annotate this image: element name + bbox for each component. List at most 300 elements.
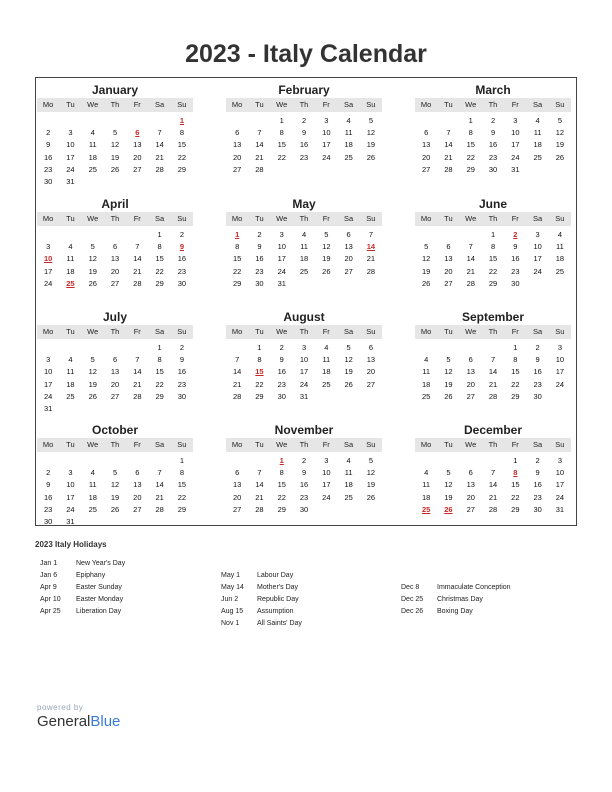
day-cell: 2 [257, 230, 262, 239]
day-cell: 29 [155, 391, 164, 401]
day-cell: 28 [133, 278, 142, 288]
day-cell: 7 [235, 355, 240, 365]
holiday-date: Jun 2 [221, 596, 239, 603]
day-cell: 5 [368, 456, 374, 465]
day-cell: 27 [133, 164, 142, 174]
holiday-date: Aug 15 [221, 608, 244, 615]
day-cell: 13 [110, 367, 120, 377]
day-cell: 15 [277, 140, 286, 150]
day-cell: 5 [90, 242, 95, 252]
day-cell: 6 [468, 355, 473, 365]
day-cell: 19 [366, 480, 376, 490]
day-cell: 31 [555, 504, 565, 514]
month-name: September [461, 310, 525, 324]
day-cell: 29 [488, 278, 498, 288]
day-cell: 24 [555, 379, 565, 389]
weekday-label: Tu [66, 327, 75, 336]
day-cell: 28 [255, 504, 264, 514]
weekday-label: Mo [420, 100, 432, 109]
holiday-day: 1 [235, 230, 240, 239]
weekday-label: Su [555, 440, 565, 449]
holiday-item [40, 594, 125, 606]
day-cell: 14 [133, 254, 142, 264]
day-cell: 28 [155, 164, 164, 174]
day-cell: 20 [133, 152, 142, 162]
empty-cell [248, 455, 270, 467]
day-cell: 21 [232, 379, 242, 389]
weekday-label: Tu [444, 214, 453, 223]
holiday-item [40, 570, 125, 582]
weekday-label: Sa [532, 214, 543, 223]
weekday-header [37, 325, 193, 339]
day-cell: 21 [255, 492, 264, 502]
day-cell: 29 [177, 164, 187, 174]
holiday-name: Assumption [257, 608, 294, 615]
day-cell: 14 [155, 140, 164, 150]
day-cell: 28 [366, 266, 376, 276]
powered-by-text: powered by [37, 703, 84, 712]
day-cell: 15 [155, 367, 164, 377]
day-cell: 21 [133, 379, 142, 389]
day-cell: 18 [66, 379, 75, 389]
day-cell: 17 [322, 140, 331, 150]
day-cell: 6 [468, 468, 473, 478]
day-cell: 6 [235, 468, 240, 478]
weekday-label: Tu [444, 327, 453, 336]
day-cell: 13 [110, 254, 120, 264]
day-cell: 16 [299, 140, 309, 150]
day-cell: 16 [43, 492, 53, 502]
day-cell: 17 [66, 152, 75, 162]
day-cell: 18 [322, 367, 331, 377]
empty-cell [59, 229, 81, 241]
day-cell: 26 [88, 278, 97, 288]
day-cell: 26 [421, 278, 431, 288]
weekday-label: We [276, 214, 288, 223]
day-cell: 11 [533, 128, 542, 138]
day-cell: 24 [277, 266, 286, 276]
day-grid [226, 455, 382, 516]
weekday-label: Su [177, 440, 187, 449]
month-october [37, 422, 193, 528]
day-cell: 30 [488, 164, 498, 174]
day-cell: 5 [324, 230, 329, 239]
day-cell: 30 [533, 504, 542, 514]
holiday-date: Dec 26 [401, 608, 424, 615]
day-cell: 18 [88, 152, 97, 162]
holiday-day: 2 [513, 230, 518, 239]
holiday-date: Jan 6 [40, 572, 58, 579]
holiday-name: Immaculate Conception [437, 584, 511, 591]
day-cell: 15 [466, 140, 475, 150]
day-cell: 25 [421, 391, 431, 401]
empty-cell [226, 342, 248, 354]
day-cell: 31 [299, 391, 309, 401]
day-cell: 26 [110, 164, 120, 174]
day-cell: 28 [155, 504, 164, 514]
day-cell: 14 [488, 480, 498, 490]
day-cell: 22 [277, 152, 286, 162]
day-cell: 25 [88, 504, 97, 514]
day-cell: 14 [444, 140, 453, 150]
day-cell: 19 [322, 254, 331, 264]
day-cell: 10 [277, 242, 286, 252]
day-cell: 10 [533, 242, 542, 252]
weekday-label: Fr [322, 214, 330, 223]
day-cell: 12 [88, 367, 97, 377]
day-cell: 12 [444, 480, 453, 490]
day-cell: 10 [555, 355, 565, 365]
day-cell: 13 [232, 480, 242, 490]
weekday-label: Su [555, 100, 565, 109]
day-cell: 2 [46, 128, 51, 138]
weekday-label: Th [110, 214, 120, 223]
month-name: June [478, 197, 507, 211]
holiday-day: 1 [279, 456, 284, 465]
day-cell: 11 [344, 468, 353, 478]
day-cell: 5 [90, 355, 95, 365]
day-cell: 4 [346, 116, 351, 125]
holiday-day: 14 [366, 242, 376, 252]
empty-cell [248, 115, 270, 127]
day-cell: 25 [344, 492, 353, 502]
day-cell: 19 [88, 379, 97, 389]
day-cell: 21 [155, 492, 164, 502]
month-name: January [91, 83, 139, 97]
day-cell: 13 [466, 480, 475, 490]
day-cell: 9 [46, 140, 51, 150]
day-cell: 1 [513, 456, 518, 465]
weekday-label: Sa [154, 100, 165, 109]
empty-cell [37, 342, 59, 354]
day-cell: 27 [466, 504, 475, 514]
day-cell: 2 [490, 116, 496, 125]
day-cell: 13 [133, 480, 142, 490]
weekday-label: Tu [255, 327, 264, 336]
day-cell: 24 [43, 278, 53, 288]
day-cell: 9 [490, 128, 496, 138]
day-cell: 10 [511, 128, 520, 138]
day-cell: 11 [344, 128, 353, 138]
day-cell: 7 [157, 128, 162, 138]
weekday-label: Sa [343, 327, 354, 336]
day-cell: 6 [112, 242, 118, 252]
day-cell: 6 [346, 230, 351, 239]
empty-cell [59, 342, 81, 354]
day-cell: 19 [421, 266, 431, 276]
day-cell: 26 [444, 391, 453, 401]
day-cell: 1 [279, 116, 284, 125]
empty-cell [415, 115, 437, 127]
day-cell: 29 [232, 278, 242, 288]
day-cell: 1 [257, 343, 262, 352]
day-cell: 2 [301, 116, 307, 125]
holiday-name: Easter Sunday [76, 584, 122, 591]
weekday-label: Mo [231, 100, 243, 109]
weekday-label: Sa [532, 327, 543, 336]
day-cell: 8 [157, 355, 162, 365]
day-cell: 27 [232, 504, 242, 514]
day-cell: 16 [43, 152, 53, 162]
day-cell: 21 [255, 152, 264, 162]
month-july [37, 309, 193, 415]
day-cell: 24 [322, 152, 331, 162]
day-cell: 18 [344, 480, 353, 490]
weekday-label: Sa [343, 100, 354, 109]
day-cell: 6 [112, 355, 118, 365]
weekday-label: Fr [511, 327, 519, 336]
holiday-day: 15 [255, 367, 264, 377]
weekday-label: We [276, 327, 288, 336]
day-cell: 22 [488, 266, 498, 276]
weekday-header [226, 98, 382, 112]
day-cell: 21 [488, 492, 498, 502]
day-cell: 3 [557, 456, 563, 465]
day-cell: 20 [344, 254, 353, 264]
weekday-label: Fr [322, 440, 330, 449]
empty-cell [37, 455, 59, 467]
empty-cell [437, 115, 459, 127]
day-cell: 30 [255, 278, 264, 288]
day-cell: 8 [513, 355, 518, 365]
day-cell: 7 [368, 230, 374, 239]
day-cell: 2 [279, 343, 284, 352]
day-cell: 21 [488, 379, 498, 389]
day-cell: 22 [177, 492, 187, 502]
day-cell: 5 [368, 116, 374, 125]
weekday-header [37, 98, 193, 112]
weekday-label: Fr [133, 214, 141, 223]
day-cell: 26 [110, 504, 120, 514]
weekday-label: Sa [154, 440, 165, 449]
holiday-day: 25 [421, 504, 431, 514]
day-grid [226, 229, 382, 290]
day-cell: 13 [366, 355, 376, 365]
day-cell: 25 [88, 164, 97, 174]
day-cell: 19 [555, 140, 565, 150]
weekday-label: Su [366, 327, 376, 336]
brand-blue: Blue [90, 713, 121, 730]
day-cell: 22 [277, 492, 286, 502]
day-cell: 25 [555, 266, 565, 276]
day-cell: 9 [535, 468, 540, 478]
day-cell: 15 [511, 367, 520, 377]
day-cell: 2 [179, 230, 185, 239]
day-cell: 17 [555, 367, 565, 377]
holiday-day: 9 [179, 242, 185, 252]
empty-cell [226, 115, 248, 127]
day-cell: 25 [322, 379, 331, 389]
month-may [226, 196, 382, 290]
day-cell: 11 [66, 367, 75, 377]
day-cell: 9 [257, 242, 262, 252]
day-cell: 8 [235, 242, 240, 252]
holiday-name: Liberation Day [76, 608, 122, 615]
day-cell: 15 [232, 254, 242, 264]
empty-cell [482, 342, 504, 354]
day-cell: 4 [301, 230, 307, 239]
day-cell: 28 [444, 164, 453, 174]
holiday-item [221, 606, 302, 618]
day-cell: 15 [177, 480, 187, 490]
day-cell: 28 [466, 278, 475, 288]
day-cell: 6 [424, 128, 429, 138]
day-cell: 20 [466, 492, 475, 502]
day-cell: 4 [346, 456, 351, 465]
day-cell: 7 [257, 468, 262, 478]
holiday-item [40, 558, 125, 570]
holiday-name: Epiphany [76, 572, 106, 579]
day-cell: 16 [533, 367, 542, 377]
weekday-label: We [465, 214, 477, 223]
day-cell: 27 [344, 266, 353, 276]
day-cell: 12 [110, 480, 120, 490]
day-cell: 11 [300, 242, 308, 252]
day-cell: 29 [177, 504, 187, 514]
weekday-label: Mo [42, 440, 54, 449]
day-cell: 14 [488, 367, 498, 377]
day-cell: 23 [533, 492, 542, 502]
month-march [415, 82, 571, 176]
weekday-label: Th [488, 214, 498, 223]
day-cell: 25 [299, 266, 309, 276]
day-cell: 7 [135, 242, 140, 252]
weekday-label: Th [299, 214, 309, 223]
day-cell: 3 [279, 230, 284, 239]
day-cell: 26 [344, 379, 353, 389]
holiday-name: All Saints' Day [257, 620, 302, 627]
day-cell: 24 [555, 492, 565, 502]
day-cell: 16 [277, 367, 286, 377]
day-cell: 10 [43, 367, 53, 377]
holiday-column-3 [401, 582, 511, 618]
day-cell: 12 [444, 367, 453, 377]
day-cell: 20 [232, 492, 242, 502]
month-june [415, 196, 571, 290]
day-cell: 1 [490, 230, 496, 239]
day-cell: 4 [68, 242, 73, 252]
brand-name [37, 713, 120, 730]
empty-cell [59, 455, 81, 467]
weekday-header [415, 212, 571, 226]
day-cell: 28 [255, 164, 264, 174]
empty-cell [126, 455, 148, 467]
empty-cell [104, 229, 126, 241]
day-grid [37, 455, 193, 528]
day-cell: 13 [421, 140, 431, 150]
weekday-label: We [276, 440, 288, 449]
weekday-header [226, 325, 382, 339]
day-cell: 21 [155, 152, 164, 162]
day-cell: 10 [322, 128, 331, 138]
empty-cell [59, 115, 81, 127]
day-cell: 6 [368, 343, 374, 352]
weekday-label: Mo [231, 214, 243, 223]
weekday-label: Fr [511, 214, 519, 223]
day-cell: 3 [68, 468, 73, 478]
day-cell: 5 [112, 468, 118, 478]
day-cell: 29 [511, 391, 520, 401]
day-cell: 27 [110, 278, 120, 288]
day-cell: 30 [43, 516, 53, 526]
weekday-label: Sa [532, 100, 543, 109]
day-cell: 24 [299, 379, 309, 389]
day-cell: 8 [279, 468, 284, 478]
day-cell: 7 [490, 468, 496, 478]
day-cell: 15 [277, 480, 286, 490]
day-cell: 26 [88, 391, 97, 401]
holidays-title: 2023 Italy Holidays [35, 540, 107, 549]
holiday-name: Boxing Day [437, 608, 473, 615]
day-cell: 11 [88, 480, 97, 490]
weekday-header [415, 438, 571, 452]
day-cell: 22 [255, 379, 264, 389]
month-name: December [463, 423, 523, 437]
day-cell: 11 [66, 254, 75, 264]
day-cell: 27 [232, 164, 242, 174]
day-cell: 31 [511, 164, 520, 174]
day-cell: 7 [157, 468, 162, 478]
day-cell: 5 [446, 468, 451, 478]
day-cell: 14 [155, 480, 164, 490]
day-cell: 28 [133, 391, 142, 401]
day-cell: 4 [424, 468, 429, 478]
day-cell: 21 [444, 152, 453, 162]
day-cell: 28 [488, 504, 498, 514]
day-cell: 30 [177, 391, 187, 401]
day-cell: 8 [179, 128, 185, 138]
empty-cell [415, 342, 437, 354]
empty-cell [37, 229, 59, 241]
day-cell: 20 [466, 379, 475, 389]
empty-cell [126, 229, 148, 241]
day-cell: 12 [88, 254, 97, 264]
weekday-label: Fr [322, 327, 330, 336]
weekday-label: Mo [42, 327, 54, 336]
day-cell: 6 [446, 242, 451, 252]
weekday-label: Su [177, 327, 187, 336]
day-cell: 26 [322, 266, 331, 276]
day-cell: 8 [468, 128, 473, 138]
day-cell: 17 [555, 480, 565, 490]
day-cell: 18 [533, 140, 542, 150]
holiday-item [40, 582, 125, 594]
day-cell: 18 [421, 379, 431, 389]
day-cell: 27 [110, 391, 120, 401]
weekday-label: Fr [511, 440, 519, 449]
empty-cell [82, 455, 104, 467]
day-cell: 23 [511, 266, 520, 276]
holiday-day: 1 [179, 116, 185, 125]
day-cell: 27 [444, 278, 453, 288]
day-cell: 28 [488, 391, 498, 401]
empty-cell [460, 342, 482, 354]
weekday-label: Fr [133, 440, 141, 449]
holiday-date: Apr 9 [40, 584, 57, 591]
day-cell: 5 [112, 128, 118, 138]
empty-cell [148, 455, 170, 467]
weekday-label: Th [110, 440, 120, 449]
day-cell: 17 [511, 140, 520, 150]
weekday-label: Th [299, 100, 309, 109]
day-cell: 9 [301, 468, 307, 478]
holiday-item [401, 606, 511, 618]
day-cell: 18 [88, 492, 97, 502]
day-cell: 23 [488, 152, 498, 162]
day-cell: 10 [322, 468, 331, 478]
day-cell: 9 [179, 355, 185, 365]
month-september [415, 309, 571, 403]
